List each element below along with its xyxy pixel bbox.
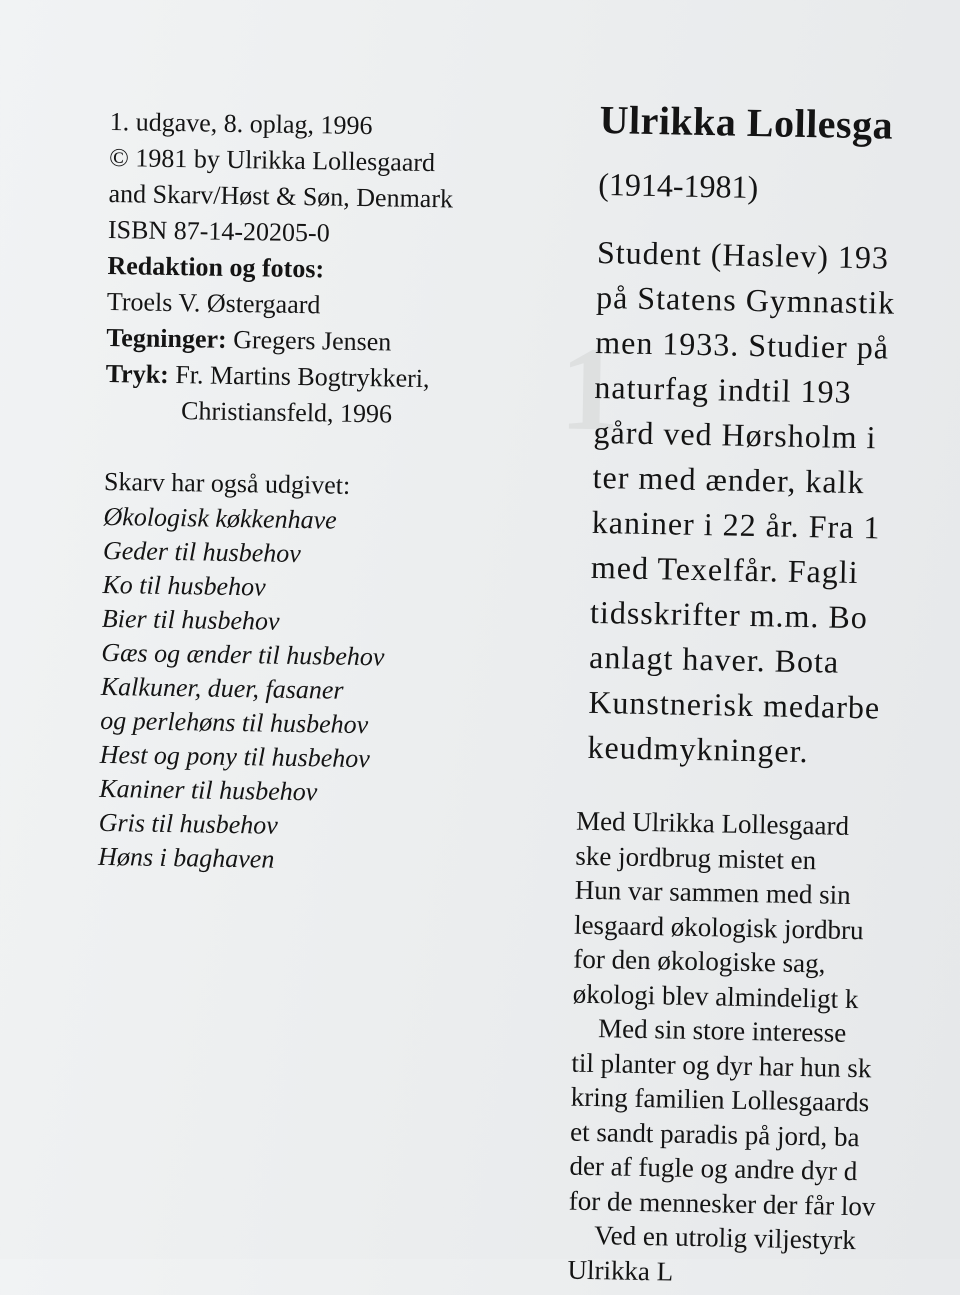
book-title-item: Økologisk køkkenhave bbox=[103, 501, 337, 535]
text-line: for de mennesker der får lov bbox=[568, 1185, 876, 1221]
colophon-column bbox=[98, 104, 580, 881]
author-years: (1914-1981) bbox=[598, 165, 759, 206]
bio-line: naturfag indtil 193 bbox=[594, 368, 852, 410]
editing-value: Troels V. Østergaard bbox=[106, 286, 321, 320]
editing-label-text: Redaktion og fotos: bbox=[107, 250, 325, 284]
book-title-item: Ko til husbehov bbox=[102, 569, 266, 602]
text-line: Med sin store interesse bbox=[597, 1013, 847, 1048]
bleed-through-text: 1 bbox=[558, 321, 622, 456]
text-line: Ulrikka L bbox=[567, 1254, 674, 1287]
print-place: Christiansfeld, 1996 bbox=[180, 396, 393, 429]
book-title-item: Kalkuner, duer, fasaner bbox=[100, 671, 344, 705]
text-line: Hun var sammen med sin bbox=[574, 874, 851, 910]
book-title-item: Gæs og ænder til husbehov bbox=[101, 637, 385, 672]
biography-column bbox=[567, 97, 960, 1295]
text-line: lesgaard økologisk jordbru bbox=[573, 909, 864, 945]
bio-line: kaniner i 22 år. Fra 1 bbox=[591, 503, 881, 546]
print-value: Fr. Martins Bogtrykkeri, bbox=[175, 360, 430, 394]
book-title-item: Hest og pony til husbehov bbox=[99, 739, 371, 774]
text-line: økologi blev almindeligt k bbox=[572, 978, 859, 1014]
author-name: Ulrikka Lollesga bbox=[599, 97, 894, 148]
print-label: Tryk: bbox=[105, 358, 170, 389]
text-line: et sandt paradis på jord, ba bbox=[569, 1116, 860, 1152]
text-line: for den økologiske sag, bbox=[573, 943, 826, 979]
publisher-line: and Skarv/Høst & Søn, Denmark bbox=[108, 178, 454, 214]
bio-line: Kunstnerisk medarbe bbox=[588, 683, 881, 726]
copyright-line: © 1981 by Ulrikka Lollesgaard bbox=[108, 142, 436, 178]
title-list bbox=[98, 500, 574, 881]
book-title-item: Høns i baghaven bbox=[97, 841, 275, 874]
text-line: Ved en utrolig viljestyrk bbox=[593, 1220, 857, 1256]
bio-line: anlagt haver. Bota bbox=[588, 638, 840, 680]
text-line: ske jordbrug mistet en bbox=[575, 840, 817, 875]
book-title-item: Geder til husbehov bbox=[102, 535, 302, 569]
text-line: Med Ulrikka Lollesgaard bbox=[575, 805, 850, 841]
book-title-item: og perlehøns til husbehov bbox=[100, 705, 369, 740]
print-line bbox=[105, 356, 576, 399]
bio-line: men 1933. Studier på bbox=[594, 323, 890, 366]
bio-paragraph bbox=[587, 230, 960, 778]
body-text bbox=[567, 804, 960, 1295]
also-published-heading: Skarv har også udgivet: bbox=[103, 466, 351, 500]
drawings-value: Gregers Jensen bbox=[232, 324, 392, 357]
bio-line: gård ved Hørsholm i bbox=[593, 413, 877, 456]
bio-line: keudmykninger. bbox=[587, 728, 809, 770]
bio-line: Student (Haslev) 193 bbox=[596, 233, 890, 276]
book-title-item: Bier til husbehov bbox=[101, 603, 280, 636]
bio-line: med Texelfår. Fagli bbox=[590, 548, 859, 591]
isbn-line: ISBN 87-14-20205-0 bbox=[107, 214, 330, 248]
text-line: til planter og dyr har hun sk bbox=[571, 1047, 872, 1083]
text-line: kring familien Lollesgaards bbox=[570, 1081, 870, 1118]
bio-line: ter med ænder, kalk bbox=[592, 458, 865, 501]
book-title-item: Gris til husbehov bbox=[98, 807, 279, 840]
book-title-item: Kaniner til husbehov bbox=[99, 773, 318, 807]
edition-line: 1. udgave, 8. oplag, 1996 bbox=[109, 106, 373, 141]
bio-line: på Statens Gymnastik bbox=[595, 278, 896, 321]
bio-line: tidsskrifter m.m. Bo bbox=[589, 593, 869, 636]
drawings-label: Tegninger: bbox=[106, 322, 227, 354]
text-line: der af fugle og andre dyr d bbox=[569, 1150, 858, 1187]
